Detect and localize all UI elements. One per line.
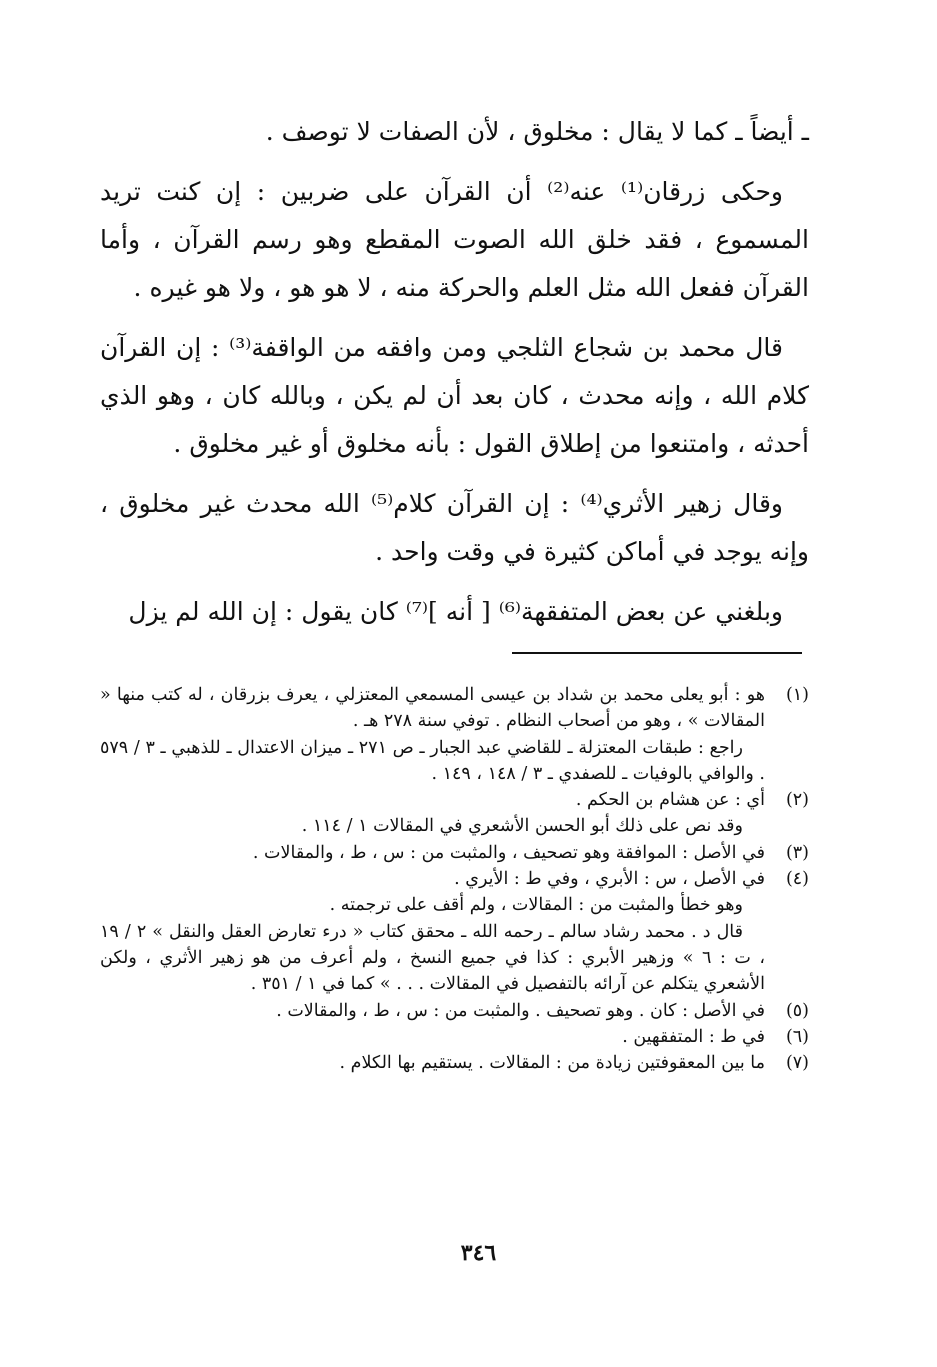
footnote-number: (٦): [785, 1026, 809, 1047]
footnotes: [100, 682, 809, 1076]
footnote-2: [100, 787, 809, 840]
footnote-6: [100, 1024, 809, 1050]
footnote-separator: [512, 652, 802, 654]
footnote-line: في الأصل ، س : الأبري ، وفي ط : الأيري .: [454, 869, 765, 890]
paragraph-4: وقال زهير الأثري⁽⁴⁾ : إن القرآن كلام⁽⁵⁾ الله محدث غير مخلوق ، وإنه يوجد في أماكن كثيرة في وقت واحد .: [100, 489, 809, 566]
footnote-line: ما بين المعقوفتين زيادة من : المقالات . يستقيم بها الكلام .: [339, 1053, 765, 1074]
footnote-line: في الأصل : الموافقة وهو تصحيف ، والمثبت من : س ، ط ، والمقالات .: [252, 842, 765, 863]
footnote-line: هو : أبو يعلى محمد بن شداد بن عيسى المسمعي المعتزلي ، يعرف بزرقان ، له كتب منها « المقالات » ، وهو من أصحاب النظام . توفي سنة ٢٧٨ هـ .: [100, 685, 765, 732]
footnote-4: [100, 866, 809, 997]
footnote-3: [100, 840, 809, 866]
paragraph-2: وحكى زرقان⁽¹⁾ عنه⁽²⁾ أن القرآن على ضربين : إن كنت تريد المسموع ، فقد خلق الله الصوت المقطع وهو رسم القرآن ، وأما القرآن ففعل الله مثل العلم والحركة منه ، لا هو هو ، ولا هو غيره .: [100, 177, 809, 302]
footnote-line: وقد نص على ذلك أبو الحسن الأشعري في المقالات ١ / ١١٤ .: [301, 816, 743, 837]
main-text: [100, 108, 809, 636]
footnote-number: (٣): [785, 842, 809, 863]
footnote-1: [100, 682, 809, 787]
paragraph-1: ـ أيضاً ـ كما لا يقال : مخلوق ، لأن الصفات لا توصف .: [265, 117, 809, 146]
paragraph-5: وبلغني عن بعض المتفقهة⁽⁶⁾ [ أنه ]⁽⁷⁾ كان يقول : إن الله لم يزل: [128, 597, 783, 626]
page-number: [0, 1240, 937, 1266]
footnote-line: أي : عن هشام بن الحكم .: [575, 790, 765, 811]
page-number-text: ٣٤٦: [460, 1240, 497, 1266]
footnote-line: وهو خطأ والمثبت من : المقالات ، ولم أقف على ترجمته .: [329, 895, 743, 916]
footnote-line: قال د . محمد رشاد سالم ـ رحمه الله ـ محقق كتاب « درء تعارض العقل والنقل » ٢ / ١٩ ، ت : ٦ » وزهير الأبري : كذا في جميع النسخ ، ولم أعرف من هو زهير الأثري ، ولكن الأشعري يتكلم عن آرائه بالتفصيل في المقالات . . . » كما في ١ / ٣٥١ .: [100, 921, 765, 995]
footnote-number: (٤): [785, 869, 809, 890]
footnote-number: (٧): [785, 1053, 809, 1074]
footnote-5: [100, 998, 809, 1024]
footnote-line: في ط : المتفقهين .: [622, 1026, 765, 1047]
footnote-number: (٥): [785, 1000, 809, 1021]
footnote-line: راجع : طبقات المعتزلة ـ للقاضي عبد الجبار ـ ص ٢٧١ ـ ميزان الاعتدال ـ للذهبي ـ ٣ / ٥٧٩ . والوافي بالوفيات ـ للصفدي ـ ٣ / ١٤٨ ، ١٤٩ .: [100, 737, 765, 784]
footnote-line: في الأصل : كان . وهو تصحيف . والمثبت من : س ، ط ، والمقالات .: [276, 1000, 765, 1021]
paragraph-3: قال محمد بن شجاع الثلجي ومن وافقه من الواقفة⁽³⁾ : إن القرآن كلام الله ، وإنه محدث ، كان بعد أن لم يكن ، وبالله كان ، وهو الذي أحدثه ، وامتنعوا من إطلاق القول : بأنه مخلوق أو غير مخلوق .: [100, 333, 809, 458]
footnote-number: (١): [785, 685, 809, 705]
footnote-number: (٢): [785, 790, 809, 811]
footnote-7: [100, 1050, 809, 1076]
